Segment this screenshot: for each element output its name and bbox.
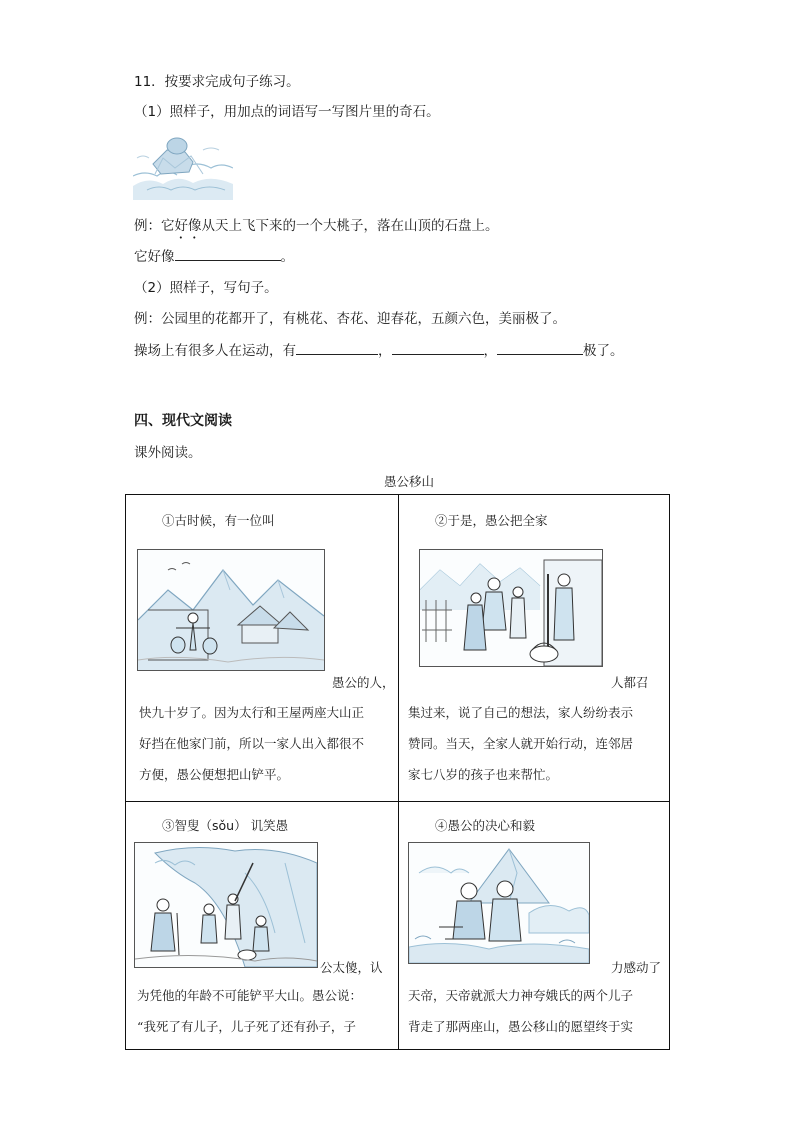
panel-1-line-3: 方便，愚公便想把山铲平。	[139, 767, 290, 782]
example1-dotted-words: 好像	[174, 218, 202, 234]
answer2-blank-2[interactable]	[392, 340, 484, 355]
question-11-title: 11．按要求完成句子练习。	[134, 74, 300, 90]
panel-2-caption-continued: 人都召	[611, 675, 649, 690]
example1-prefix: 例：它	[134, 218, 175, 234]
panel-1-line-1: 快九十岁了。因为太行和王屋两座大山正	[139, 705, 365, 720]
panel-3-line-2: “我死了有儿子，儿子死了还有孙子，子	[137, 1019, 356, 1034]
panel-3-line-1: 为凭他的年龄不可能铲平大山。愚公说：	[137, 988, 363, 1003]
panel-2-illustration	[419, 549, 603, 667]
panel-3	[126, 802, 398, 1051]
panel-3-caption-pre: ③智叟（	[162, 818, 213, 833]
section-4-title: 四、现代文阅读	[134, 413, 232, 429]
question-11-part1: （1）照样子，用加点的词语写一写图片里的奇石。	[134, 104, 440, 120]
strange-rock-illustration	[133, 128, 233, 200]
answer2-comma-1: ，	[378, 343, 392, 359]
panel-3-caption-continued: 公太傻，认	[320, 960, 383, 975]
answer1-suffix: 。	[280, 249, 294, 265]
panel-4-text	[408, 980, 633, 1042]
panel-4-caption-continued: 力感动了	[611, 960, 662, 975]
panel-1-illustration	[137, 549, 325, 671]
answer1-blank[interactable]	[175, 246, 281, 261]
panel-2-line-3: 家七八岁的孩子也来帮忙。	[408, 767, 559, 782]
answer2-prefix: 操场上有很多人在运动，有	[134, 343, 296, 359]
panel-4-caption: ④愚公的决心和毅	[435, 818, 536, 833]
panel-3-caption	[162, 816, 288, 834]
panel-4-line-1: 天帝，天帝就派大力神夸娥氏的两个儿子	[408, 988, 634, 1003]
panel-2-line-1: 集过来，说了自己的想法，家人纷纷表示	[408, 705, 634, 720]
panel-3-text	[137, 980, 362, 1042]
question-11-part2: （2）照样子，写句子。	[134, 280, 278, 296]
panel-3-caption-post: ） 讥笑愚	[234, 818, 289, 833]
panel-2	[399, 495, 671, 801]
example1-rest: 从天上飞下来的一个大桃子，落在山顶的石盘上。	[201, 218, 499, 234]
panel-2-caption: ②于是，愚公把全家	[435, 513, 548, 528]
panel-2-text	[408, 697, 633, 790]
panel-2-line-2: 赞同。当天，全家人就开始行动，连邻居	[408, 736, 634, 751]
answer1-prefix: 它好像	[134, 249, 175, 265]
answer2-suffix: 极了。	[583, 343, 624, 359]
panel-1-line-2: 好挡在他家门前，所以一家人出入都很不	[139, 736, 365, 751]
example-sentence-1	[134, 214, 499, 242]
answer-line-2	[134, 339, 624, 359]
panel-1-caption: ①古时候，有一位叫	[162, 513, 275, 528]
answer2-blank-3[interactable]	[497, 340, 583, 355]
panel-3-illustration	[134, 842, 318, 968]
panel-1-text	[139, 697, 364, 790]
panel-3-caption-pinyin: sǒu	[212, 818, 235, 833]
section-4-subtitle: 课外阅读。	[134, 445, 202, 461]
panel-1	[126, 495, 398, 801]
example-sentence-2: 例：公园里的花都开了，有桃花、杏花、迎春花，五颜六色，美丽极了。	[134, 311, 566, 327]
panel-4	[399, 802, 671, 1051]
answer2-comma-2: ，	[483, 343, 497, 359]
answer-line-1	[134, 245, 294, 265]
panel-4-illustration	[408, 842, 590, 964]
panel-1-caption-continued: 愚公的人，	[332, 675, 395, 690]
answer2-blank-1[interactable]	[296, 340, 378, 355]
panel-4-line-2: 背走了那两座山，愚公移山的愿望终于实	[408, 1019, 634, 1034]
story-title: 愚公移山	[384, 474, 435, 489]
comic-grid	[125, 494, 670, 1050]
